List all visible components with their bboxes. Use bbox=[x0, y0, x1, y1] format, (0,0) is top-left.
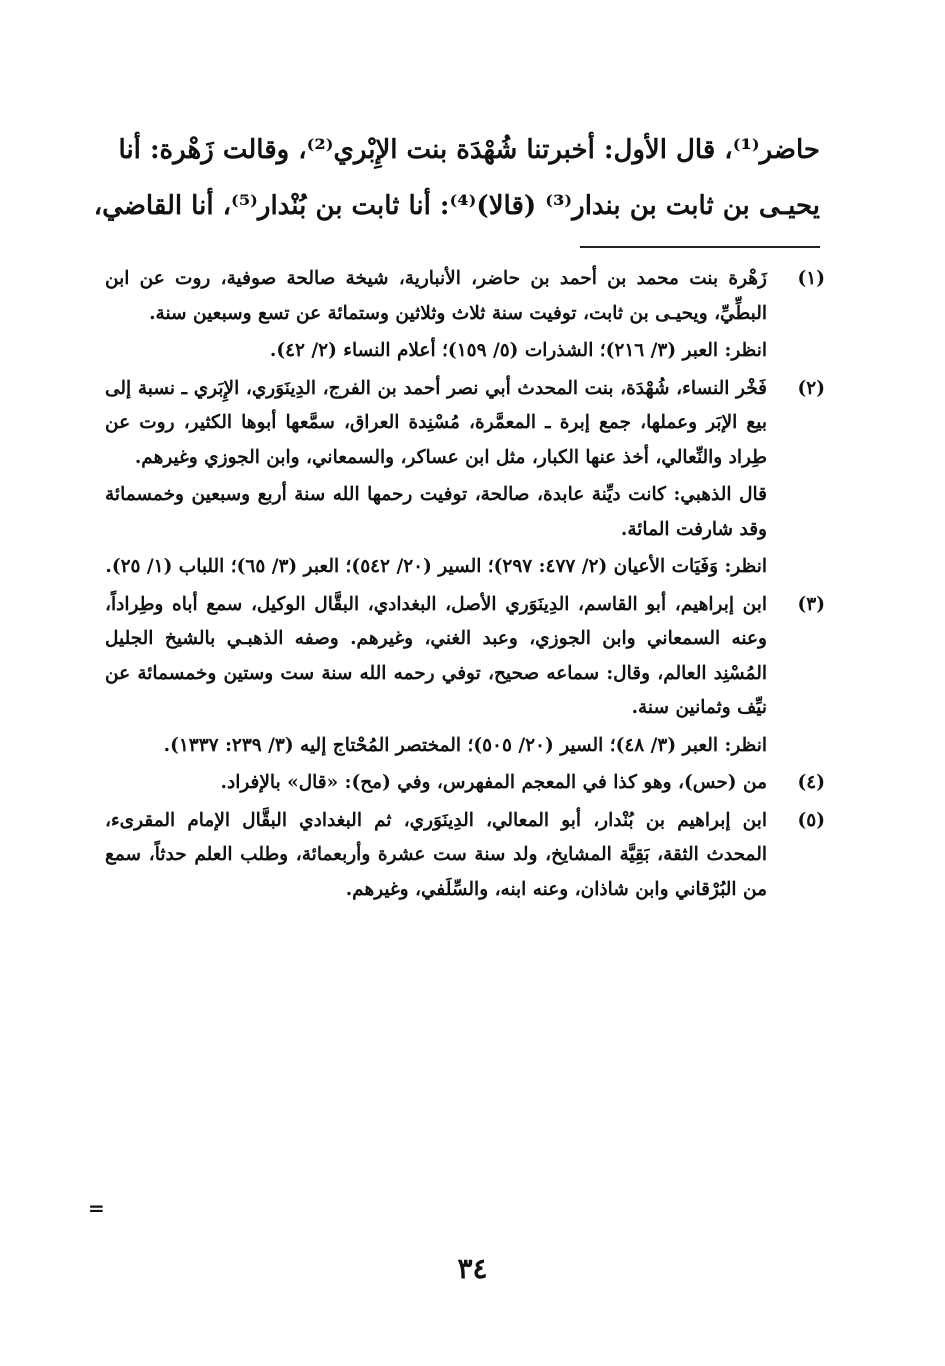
footnote-5 bbox=[105, 804, 825, 908]
footnote-3 bbox=[105, 588, 825, 764]
footnote-paragraph: قال الذهبي: كانت ديِّنة عابدة، صالحة، توفيت رحمها الله سنة أربع وسبعين وخمسمائة وقد شارفت المائة. bbox=[105, 484, 767, 540]
footnote-paragraph: من (حس)، وهو كذا في المعجم المفهرس، وفي (مح): «قال» بالإفراد. bbox=[220, 772, 767, 793]
footnote-paragraph: فَخْر النساء، شُهْدَة، بنت المحدث أبي نصر أحمد بن الفرج، الدِينَوَري، الإِبَري ـ نسبة إلى بيع الإبَر وعملها، جمع إبرة ـ المعمَّرة، مُسْنِدة العراق، سمَّعها أبوها الكثير، روت عن طِراد والنِّعالي، أخذ عنها الكبار، مثل ابن عساكر، والسمعاني، وابن الجوزي وغيرهم. bbox=[105, 377, 767, 468]
footnote-number: (٢) bbox=[797, 377, 825, 399]
footnotes bbox=[105, 262, 825, 910]
footnote-paragraph: ابن إبراهيم، أبو القاسم، الدِينَوَري الأصل، البغدادي، البقَّال الوكيل، سمع أباه وطِراداً، وعنه السمعاني وابن الجوزي، وعبد الغني، وغيرهم. وصفه الذهبـي بالشيخ الجليل المُسْنِد العالم، وقال: سماعه صحيح، توفي رحمه الله سنة ست وستين وخمسمائة عن نيِّف وثمانين سنة. bbox=[105, 593, 767, 718]
footnote-2 bbox=[105, 372, 825, 585]
footnote-paragraph: زَهْرة بنت محمد بن أحمد بن حاضر، الأنبارية، شيخة صالحة صوفية، روت عن ابن البطِّيِّ، ويحيـى بن ثابت، توفيت سنة ثلاث وثلاثين وستمائة عن تسع وسبعين سنة. bbox=[105, 268, 767, 324]
footnote-number: (٥) bbox=[797, 809, 825, 831]
footnote-number: (٤) bbox=[797, 772, 825, 793]
main-text bbox=[93, 122, 820, 234]
footnote-paragraph: انظر: العبر (٣/ ٤٨)؛ السير (٢٠/ ٥٠٥)؛ المختصر المُحْتاج إليه (٣/ ٢٣٩: ١٣٣٧). bbox=[163, 734, 767, 756]
main-text-line: حاضر⁽¹⁾، قال الأول: أخبرتنا شُهْدَة بنت الإِبْري⁽²⁾، وقالت زَهْرة: أنا bbox=[118, 135, 820, 165]
continuation-mark: = bbox=[88, 1196, 105, 1220]
footnote-paragraph: ابن إبراهيم بن بُنْدار، أبو المعالي، الدِينَوَري، ثم البغدادي البقَّال الإمام المقرىء، المحدث الثقة، بَقِيَّة المشايخ، ولد سنة ست عشرة وأربعمائة، وطلب العلم حدثاً، سمع من البُرْقاني وابن شاذان، وعنه ابنه، والسِّلَفي، وغيرهم. bbox=[105, 809, 767, 900]
footnote-separator bbox=[580, 246, 820, 248]
page-number: ٣٤ bbox=[457, 1252, 488, 1285]
footnote-4 bbox=[105, 766, 825, 801]
footnote-paragraph: انظر: وَفَيَات الأعيان (٢/ ٤٧٧: ٢٩٧)؛ السير (٢٠/ ٥٤٢)؛ العبر (٣/ ٦٥)؛ اللباب (١/ ٢٥). bbox=[105, 556, 767, 577]
footnote-number: (٣) bbox=[797, 593, 825, 615]
footnote-1 bbox=[105, 262, 825, 369]
footnote-number: (١) bbox=[797, 268, 825, 289]
main-text-line: يحيـى بن ثابت بن بندار⁽³⁾ (قالا)⁽⁴⁾: أنا ثابت بن بُنْدار⁽⁵⁾، أنا القاضي، bbox=[93, 191, 820, 221]
footnote-paragraph: انظر: العبر (٣/ ٢١٦)؛ الشذرات (٥/ ١٥٩)؛ أعلام النساء (٢/ ٤٢). bbox=[269, 340, 767, 361]
